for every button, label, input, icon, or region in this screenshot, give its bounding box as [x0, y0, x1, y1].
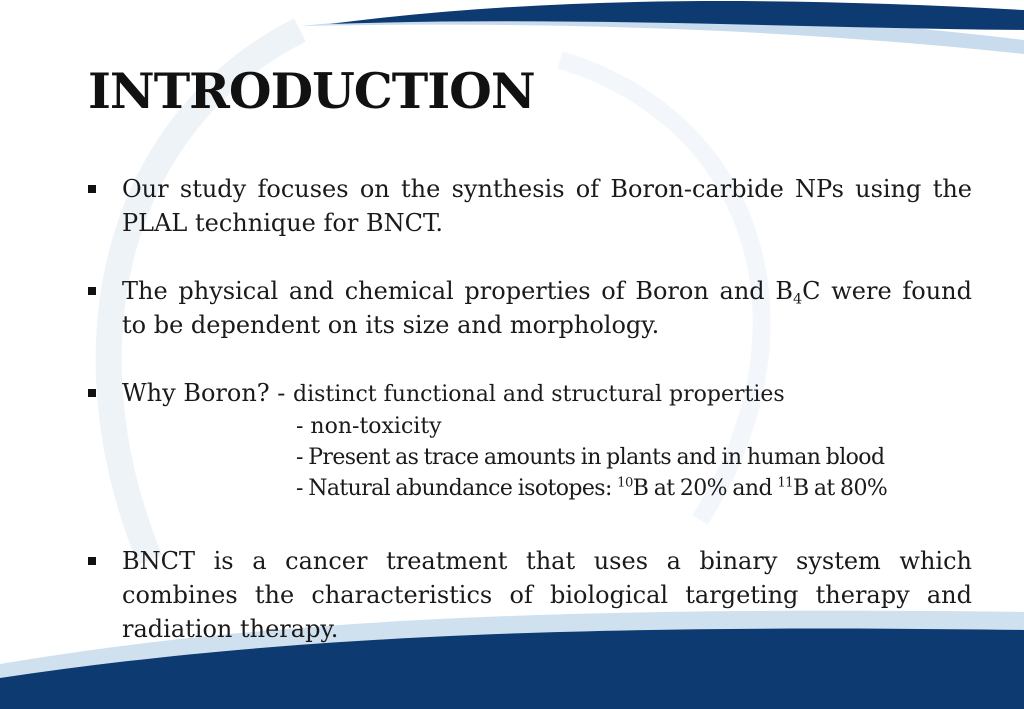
bullet-properties — [86, 274, 972, 342]
bullet-study-focus — [86, 172, 972, 240]
bullet-study-focus-text: Our study focuses on the synthesis of Boron-carbide NPs using the PLAL technique for BNCT. — [122, 175, 972, 237]
reason-trace-amounts: - Present as trace amounts in plants and in human blood — [296, 445, 885, 470]
isotopes-prefix: - Natural abundance isotopes: — [296, 476, 618, 501]
bullet-bnct-text: BNCT is a cancer treatment that uses a binary system which combines the characteristics of biological targeting therapy and radiation therapy. — [122, 547, 972, 643]
bullet-why-boron — [86, 376, 972, 504]
isotope-10-text: B at 20% and — [632, 476, 778, 501]
why-boron-first-reason: distinct functional and structural properties — [293, 382, 785, 407]
slide-title: INTRODUCTION — [88, 62, 535, 120]
bullet-bnct — [86, 544, 972, 646]
bullet-properties-text-after: C were found to be dependent on its size and morphology. — [122, 277, 972, 339]
isotope-11-text: B at 80% — [792, 476, 888, 501]
b4c-subscript: 4 — [793, 291, 803, 308]
bullet-properties-text-before: The physical and chemical properties of Boron and B — [122, 277, 794, 305]
isotope-11-mass: 11 — [777, 475, 793, 491]
isotope-10-mass: 10 — [617, 475, 633, 491]
why-boron-lead: Why Boron? - — [122, 379, 294, 407]
why-boron-reasons — [122, 411, 972, 504]
reason-isotopes — [296, 473, 972, 504]
reason-non-toxicity: - non-toxicity — [296, 414, 442, 439]
bullet-list — [86, 172, 972, 646]
